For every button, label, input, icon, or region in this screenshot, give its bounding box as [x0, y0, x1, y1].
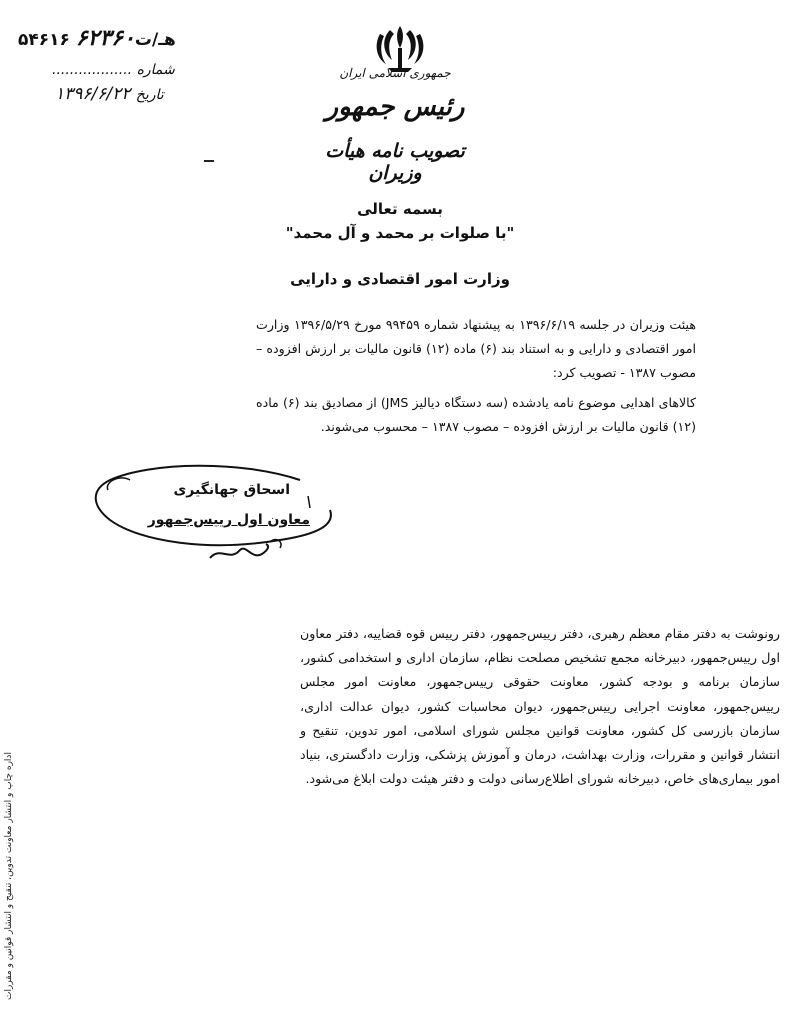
- letter-number: [18, 26, 176, 51]
- document-subtitle: تصویب نامه هیأت وزیران: [325, 140, 465, 184]
- letter-number-sep: /ت: [134, 30, 159, 50]
- basmala-heading: بسمه تعالی: [357, 200, 443, 218]
- decree-paragraph-2: کالاهای اهدایی موضوع نامه یادشده (سه دستگاه دیالیز JMS) از مصادیق بند (۶) ماده (۱۲) قانون مالیات بر ارزش افزوده – مصوب ۱۳۸۷ – محسوب می‌شوند.: [256, 395, 696, 434]
- distribution-list: رونوشت به دفتر مقام معظم رهبری، دفتر رییس‌جمهور، دفتر رییس قوه قضاییه، دفتر معاون اول رییس‌جمهور، دبیرخانه مجمع تشخیص مصلحت نظام، سازمان اداری و استخدامی کشور، سازمان برنامه و بودجه کشور، معاونت حقوقی رییس‌جمهور، معاونت امور مجلس رییس‌جمهور، معاونت اجرایی رییس‌جمهور، دیوان محاسبات کشور، دیوان عدالت اداری، سازمان بازرسی کل کشور، معاونت قوانین مجلس شورای اسلامی، امور تدوین، تنقیح و انتشار قوانین و مقررات، وزارت بهداشت، درمان و آموزش پزشکی، وزارت دادگستری، بنیاد امور بیماری‌های خاص، دبیرخانه شورای اطلاع‌رسانی دولت و دفتر هیئت دولت ابلاغ می‌شود.: [300, 626, 780, 787]
- signatory-name: اسحاق جهانگیری: [173, 482, 290, 498]
- addressee-ministry: وزارت امور اقتصادی و دارایی: [290, 270, 510, 288]
- office-title: رئیس جمهور: [325, 92, 465, 122]
- number-field: [52, 62, 175, 78]
- number-field-label: شماره: [136, 62, 175, 78]
- signatory-title: معاون اول رییس‌جمهور: [147, 512, 310, 528]
- number-field-dots: ..................: [52, 62, 133, 78]
- salavat-heading: "با صلوات بر محمد و آل محمد": [285, 224, 515, 242]
- date-field-label: تاریخ: [135, 87, 164, 103]
- decree-paragraph-1: هیئت وزیران در جلسه ۱۳۹۶/۶/۱۹ به پیشنهاد شماره ۹۹۴۵۹ مورخ ۱۳۹۶/۵/۲۹ وزارت امور اقتصادی و دارایی و به استناد بند (۶) ماده (۱۲) قانون مالیات بر ارزش افزوده – مصوب ۱۳۸۷ - تصویب کرد:: [256, 317, 696, 380]
- letter-number-prefix: ۵۴۶۱۶ هـ: [18, 30, 176, 50]
- republic-label: جمهوری اسلامی ایران: [339, 66, 451, 80]
- date-field: [55, 84, 164, 104]
- letter-number-main: ۶۲۳۶۰: [75, 26, 135, 51]
- vertical-footer-note: اداره چاپ و انتشار معاونت تدوین، تنقیح و انتشار قوانین و مقررات: [4, 752, 14, 1000]
- date-field-value: ۱۳۹۶/۶/۲۲: [55, 84, 131, 104]
- margin-mark: [204, 160, 214, 162]
